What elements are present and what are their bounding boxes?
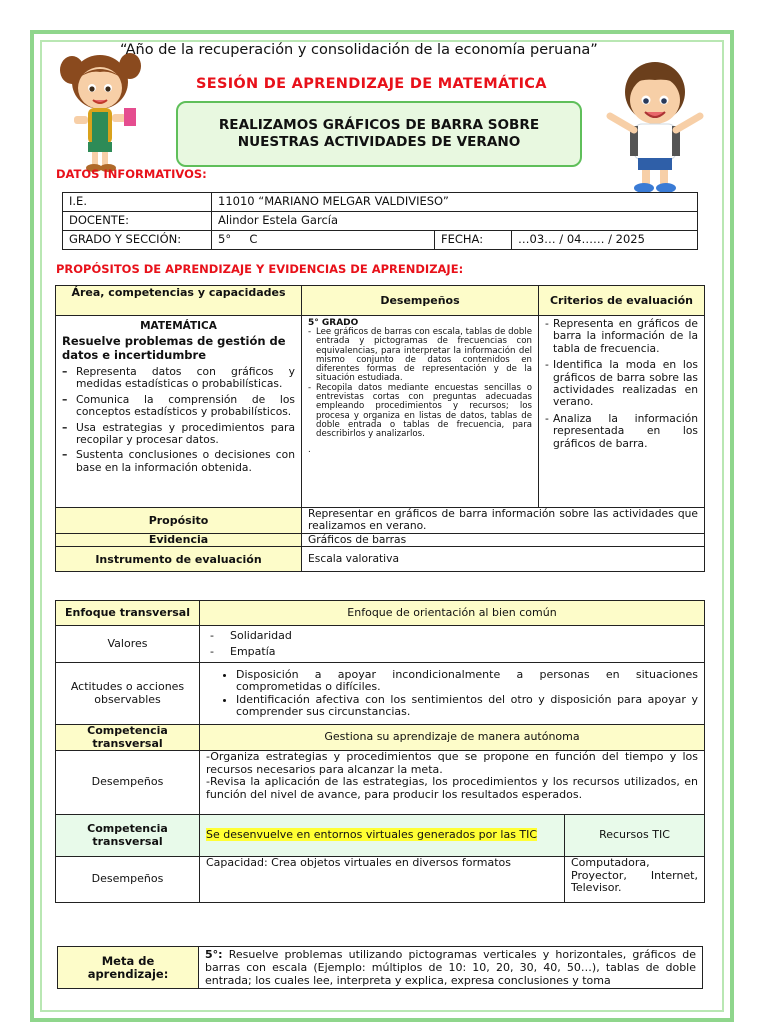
propositos-table [55, 285, 705, 572]
enfoque-value: Enfoque de orientación al bien común [200, 601, 705, 626]
list-item: - Identifica la moda en los gráficos de barra sobre las actividades realizadas en verano. [545, 359, 698, 409]
instrumento-value: Escala valorativa [302, 547, 705, 572]
docente-label: DOCENTE: [63, 212, 212, 231]
grado-label: GRADO Y SECCIÓN: [63, 231, 212, 250]
lesson-title: REALIZAMOS GRÁFICOS DE BARRA SOBRE NUESTRAS ACTIVIDADES DE VERANO [218, 117, 540, 150]
list-item: • Identificación afectiva con los sentimientos del otro y disposición para apoyar y comprender sus circunstancias. [236, 694, 698, 719]
actitudes-label: Actitudes o acciones observables [56, 663, 200, 725]
meta-grade: 5°: [205, 948, 223, 961]
desemp1-value: -Organiza estrategias y procedimientos que se propone en función del tiempo y los recursos necesarios para alcanzar la meta. -Revisa la aplicación de las estrategias, los procedimientos y los recursos utilizados, en función del nivel de avance, para producir los resultados esperados. [200, 751, 705, 815]
ie-value: 11010 “MARIANO MELGAR VALDIVIESO” [212, 193, 698, 212]
competencia-title: Resuelve problemas de gestión de datos e incertidumbre [62, 334, 286, 362]
info-table [62, 192, 698, 250]
enfoque-label: Enfoque transversal [56, 601, 200, 626]
desemp1-label: Desempeños [56, 751, 200, 815]
evidencia-value: Gráficos de barras [302, 534, 705, 547]
meta-label: Meta de aprendizaje: [58, 947, 199, 989]
col-desempenos: Desempeños [302, 286, 539, 316]
list-item: • Disposición a apoyar incondicionalmente a personas en situaciones comprometidas o difíciles. [236, 669, 698, 694]
list-item: – Comunica la comprensión de los conceptos estadísticos y probabilísticos. [62, 394, 295, 419]
desemp2-value: Capacidad: Crea objetos virtuales en diversos formatos [200, 857, 565, 903]
criterios-cell [539, 316, 705, 508]
grado-value: 5° C [212, 231, 435, 250]
list-item: – Usa estrategias y procedimientos para recopilar y procesar datos. [62, 422, 295, 447]
area-cell [56, 316, 302, 508]
list-item: - Analiza la información representada en los gráficos de barra. [545, 413, 698, 450]
meta-value: Resuelve problemas utilizando pictogramas verticales y horizontales, gráficos de barras con escala (Ejemplo: múltiplos de 10: 10, 20, 30, 40, 50…), tablas de doble entrada; los cuales lee, interpreta y explica, expresa conclusiones y toma [205, 948, 696, 987]
docente-value: Alindor Estela García [212, 212, 698, 231]
list-item: - Recopila datos mediante encuestas sencillas o entrevistas cortas con preguntas adecuadas empleando procedimientos y recursos; los procesa y organiza en listas de datos, tablas de doble entrada o tablas de frecuencia, para describirlos y analizarlos. [308, 384, 532, 440]
girl-illustration [50, 42, 150, 174]
list-item: - Lee gráficos de barras con escala, tablas de doble entrada y pictogramas de frecuencias con equivalencias, para interpretar la información del mismo conjunto de datos contenidos en diferentes formas de representación y de la situación estudiada. [308, 328, 532, 384]
lesson-title-box [176, 101, 582, 167]
proposito-value: Representar en gráficos de barra información sobre las actividades que realizamos en verano. [302, 508, 705, 534]
comp2-value: Se desenvuelve en entornos virtuales generados por las TIC [206, 828, 538, 842]
evidencia-label: Evidencia [56, 534, 302, 547]
propositos-heading: PROPÓSITOS DE APRENDIZAJE Y EVIDENCIAS DE APRENDIZAJE: [56, 262, 464, 276]
datos-heading: DATOS INFORMATIVOS: [56, 167, 207, 181]
list-item: – Sustenta conclusiones o decisiones con base en la información obtenida. [62, 449, 295, 474]
valores-cell [200, 626, 705, 663]
list-item: - Empatía [210, 646, 698, 659]
valores-list [206, 630, 698, 658]
col-area: Área, competencias y capacidades [56, 286, 302, 316]
instrumento-label: Instrumento de evaluación [56, 547, 302, 572]
valores-label: Valores [56, 626, 200, 663]
area-title: MATEMÁTICA [140, 320, 217, 332]
ie-label: I.E. [63, 193, 212, 212]
comp1-label: Competencia transversal [56, 725, 200, 751]
recursos-label: Recursos TIC [565, 815, 705, 857]
fecha-value: …03… / 04…… / 2025 [512, 231, 698, 250]
desempenos-tail: . [308, 444, 311, 455]
meta-table [57, 946, 703, 989]
boy-illustration [600, 52, 710, 198]
col-criterios: Criterios de evaluación [539, 286, 705, 316]
desemp2-label: Desempeños [56, 857, 200, 903]
capacidades-list [62, 366, 295, 474]
year-motto: “Año de la recuperación y consolidación de la economía peruana” [120, 42, 598, 58]
grado-label: 5° GRADO [308, 318, 359, 328]
actitudes-list [206, 669, 698, 719]
criterios-list [545, 318, 698, 450]
comp1-value: Gestiona su aprendizaje de manera autónoma [200, 725, 705, 751]
proposito-label: Propósito [56, 508, 302, 534]
enfoque-table [55, 600, 705, 903]
list-item: - Representa en gráficos de barra la información de la tabla de frecuencia. [545, 318, 698, 355]
session-title: SESIÓN DE APRENDIZAJE DE MATEMÁTICA [196, 76, 547, 92]
meta-cell [199, 947, 703, 989]
comp2-label: Competencia transversal [56, 815, 200, 857]
list-item: – Representa datos con gráficos y medidas estadísticas o probabilísticas. [62, 366, 295, 391]
comp2-cell [200, 815, 565, 857]
fecha-label: FECHA: [435, 231, 512, 250]
recursos-value: Computadora, Proyector, Internet, Televisor. [565, 857, 705, 903]
list-item: - Solidaridad [210, 630, 698, 643]
desempenos-cell [302, 316, 539, 508]
desempenos-list [308, 328, 532, 440]
actitudes-cell [200, 663, 705, 725]
